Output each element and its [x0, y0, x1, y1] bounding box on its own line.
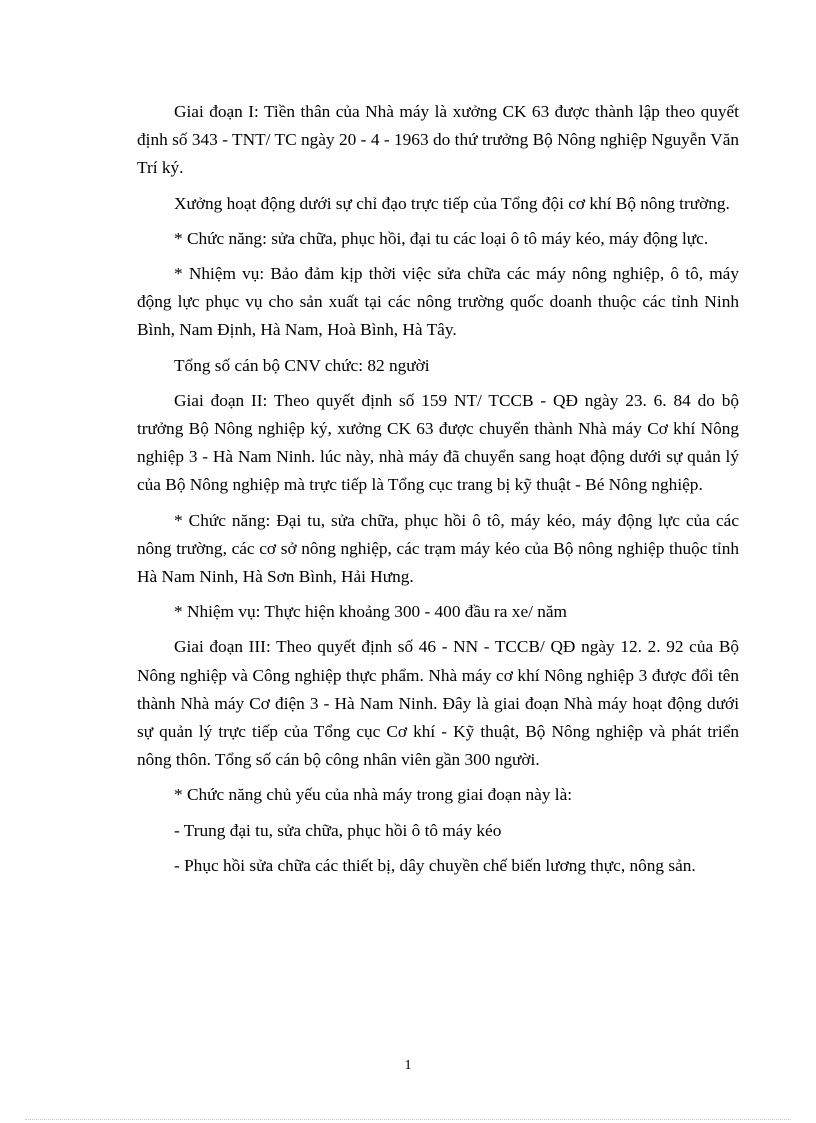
- paragraph-stage-1: Giai đoạn I: Tiền thân của Nhà máy là xưởng CK 63 được thành lập theo quyết định số 343 - TNT/ TC ngày 20 - 4 - 1963 do thứ trưởng Bộ Nông nghiệp Nguyễn Văn Trí ký.: [137, 102, 739, 178]
- paragraph-stage-1-duty: * Nhiệm vụ: Bảo đảm kịp thời việc sửa chữa các máy nông nghiệp, ô tô, máy động lực phục vụ cho sản xuất tại các nông trường quốc doanh thuộc các tỉnh Ninh Bình, Nam Định, Hà Nam, Hoà Bình, Hà Tây.: [137, 264, 739, 340]
- page-number: 1: [404, 1058, 412, 1073]
- paragraph-stage-2-function: * Chức năng: Đại tu, sửa chữa, phục hồi ô tô, máy kéo, máy động lực của các nông trường, các cơ sở nông nghiệp, các trạm máy kéo của Bộ nông nghiệp thuộc tỉnh Hà Nam Ninh, Hà Sơn Bình, Hải Hưng.: [137, 510, 739, 587]
- body-text: [137, 98, 739, 887]
- paragraph-stage-2: Giai đoạn II: Theo quyết định số 159 NT/ TCCB - QĐ ngày 23. 6. 84 do bộ trưởng Bộ Nông nghiệp ký, xưởng CK 63 được chuyển thành Nhà máy Cơ khí Nông nghiệp 3 - Hà Nam Ninh. lúc này, nhà máy đã chuyển sang hoạt động dưới sự quản lý của Bộ Nông nghiệp mà trực tiếp là Tổng cục trang bị kỹ thuật - Bé Nông nghiệp.: [137, 390, 739, 495]
- page-bottom-border: [25, 1119, 791, 1120]
- paragraph-workshop-operation: Xưởng hoạt động dưới sự chỉ đạo trực tiếp của Tổng đội cơ khí Bộ nông trường.: [174, 193, 730, 213]
- list-item-equipment-repair: - Phục hồi sửa chữa các thiết bị, dây chuyền chế biến lương thực, nông sản.: [174, 855, 696, 875]
- list-item-overhaul: - Trung đại tu, sửa chữa, phục hồi ô tô máy kéo: [174, 820, 502, 840]
- paragraph-stage-1-staff: Tổng số cán bộ CNV chức: 82 người: [174, 355, 430, 375]
- paragraph-stage-1-function: * Chức năng: sửa chữa, phục hồi, đại tu các loại ô tô máy kéo, máy động lực.: [174, 228, 709, 248]
- paragraph-stage-3-main-functions: * Chức năng chủ yếu của nhà máy trong giai đoạn này là:: [174, 785, 573, 805]
- paragraph-stage-3: Giai đoạn III: Theo quyết định số 46 - NN - TCCB/ QĐ ngày 12. 2. 92 của Bộ Nông nghiệp và Công nghiệp thực phẩm. Nhà máy cơ khí Nông nghiệp 3 được đổi tên thành Nhà máy Cơ điện 3 - Hà Nam Ninh. Đây là giai đoạn Nhà máy hoạt động dưới sự quản lý trực tiếp của Tổng cục Cơ khí - Kỹ thuật, Bộ Nông nghiệp và phát triển nông thôn. Tổng số cán bộ công nhân viên gần 300 người.: [137, 637, 739, 770]
- paragraph-stage-2-duty: * Nhiệm vụ: Thực hiện khoảng 300 - 400 đầu ra xe/ năm: [174, 602, 567, 622]
